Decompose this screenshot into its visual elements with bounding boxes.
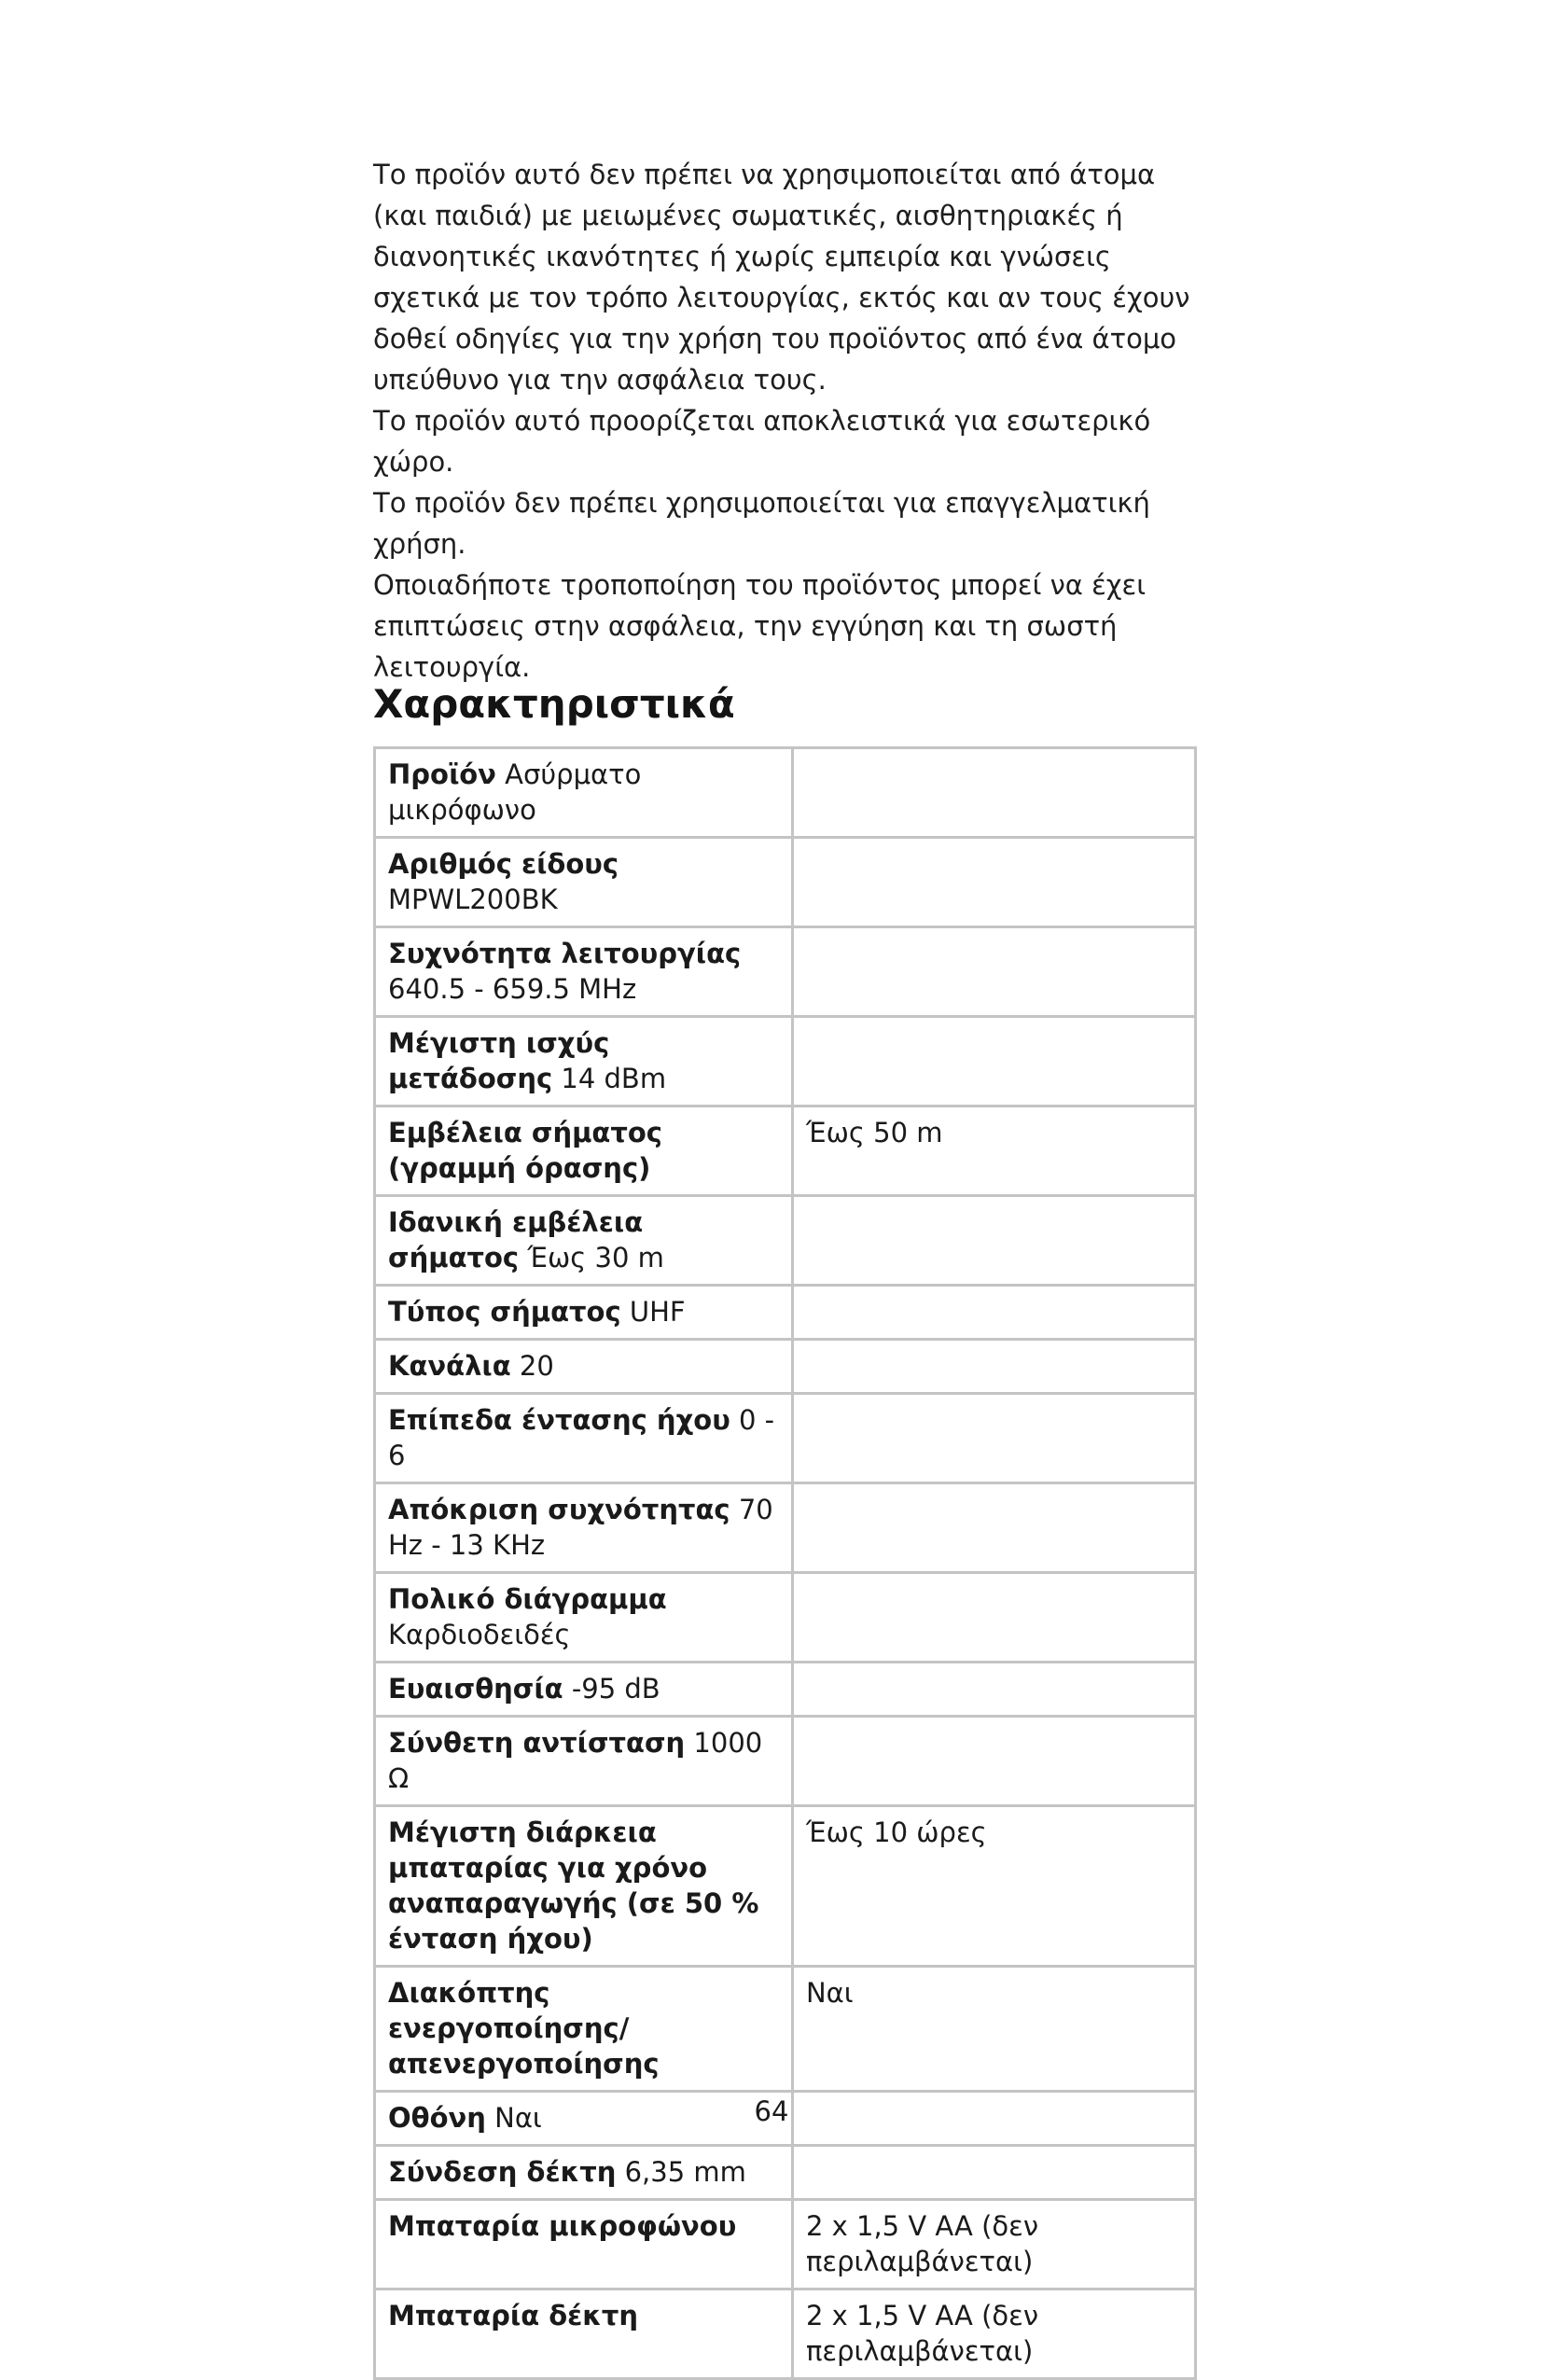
intro-text — [373, 154, 1213, 688]
spec-value: 0 - 6 — [388, 1404, 775, 1471]
empty-cell — [792, 1573, 1195, 1663]
empty-cell — [792, 838, 1195, 927]
spec-value: Έως 30 m — [527, 1242, 664, 1274]
table-row — [375, 1717, 1196, 1806]
table-row — [375, 2146, 1196, 2200]
spec-label-cell — [375, 2200, 793, 2290]
table-row — [375, 1106, 1196, 1196]
spec-label: Επίπεδα έντασης ήχου — [388, 1404, 730, 1436]
spec-label: Αριθμός είδους — [388, 848, 619, 880]
spec-label-cell — [375, 1806, 793, 1967]
empty-cell — [792, 1017, 1195, 1106]
table-row — [375, 1017, 1196, 1106]
spec-value-cell — [792, 1106, 1195, 1196]
spec-label: Μπαταρία δέκτη — [388, 2300, 639, 2331]
spec-value-cell — [792, 2200, 1195, 2290]
spec-value: Ναι — [494, 2102, 542, 2134]
spec-label: Εμβέλεια σήματος (γραμμή όρασης) — [388, 1117, 662, 1184]
table-row — [375, 1573, 1196, 1663]
spec-label: Μέγιστη διάρκεια μπαταρίας για χρόνο αναπαραγωγής (σε 50 % ένταση ήχου) — [388, 1816, 759, 1955]
spec-label: Συχνότητα λειτουργίας — [388, 938, 742, 969]
spec-cell — [375, 2146, 793, 2200]
spec-cell — [375, 1017, 793, 1106]
intro-paragraph-safety: Το προϊόν αυτό δεν πρέπει να χρησιμοποιείται από άτομα (και παιδιά) με μειωμένες σωματικές, αισθητηριακές ή διανοητικές ικανότητες ή χωρίς εμπειρία και γνώσεις σχετικά με τον τρόπο λειτουργίας, εκτός και αν τους έχουν δοθεί οδηγίες για την χρήση του προϊόντος από ένα άτομο υπεύθυνο για την ασφάλεια τους. — [373, 159, 1190, 396]
empty-cell — [792, 1394, 1195, 1483]
spec-value-cell — [792, 1806, 1195, 1967]
table-row — [375, 927, 1196, 1017]
spec-value: 1000 Ω — [388, 1727, 763, 1794]
spec-label: Πολικό διάγραμμα — [388, 1583, 667, 1615]
spec-label-cell — [375, 2290, 793, 2379]
table-row — [375, 1394, 1196, 1483]
spec-value: MPWL200BK — [388, 884, 558, 915]
spec-value: -95 dB — [571, 1673, 660, 1705]
spec-value: 14 dBm — [561, 1063, 667, 1094]
spec-label: Απόκριση συχνότητας — [388, 1494, 730, 1525]
table-row — [375, 748, 1196, 838]
spec-cell — [375, 1340, 793, 1394]
spec-value: UHF — [629, 1296, 686, 1328]
section-title: Χαρακτηριστικά — [373, 681, 735, 727]
empty-cell — [792, 748, 1195, 838]
intro-paragraph-modification: Οποιαδήποτε τροποποίηση του προϊόντος μπορεί να έχει επιπτώσεις στην ασφάλεια, την εγγύηση και τη σωστή λειτουργία. — [373, 569, 1147, 683]
spec-cell — [375, 1483, 793, 1573]
intro-paragraph-professional: Το προϊόν δεν πρέπει χρησιμοποιείται για επαγγελματική χρήση. — [373, 487, 1150, 560]
spec-cell — [375, 927, 793, 1017]
table-row — [375, 2200, 1196, 2290]
spec-value-cell — [792, 1967, 1195, 2092]
empty-cell — [792, 1663, 1195, 1717]
spec-label: Διακόπτης ενεργοποίησης/ απενεργοποίησης — [388, 1977, 660, 2080]
spec-value: Ναι — [805, 1977, 854, 2009]
specs-table — [373, 746, 1197, 2380]
spec-cell — [375, 748, 793, 838]
table-row — [375, 1483, 1196, 1573]
empty-cell — [792, 2146, 1195, 2200]
spec-label: Σύνδεση δέκτη — [388, 2156, 617, 2188]
spec-value: Έως 50 m — [805, 1117, 943, 1148]
table-row — [375, 1663, 1196, 1717]
spec-value: 70 Hz - 13 KHz — [388, 1494, 773, 1561]
table-row — [375, 838, 1196, 927]
spec-cell — [375, 1286, 793, 1340]
spec-label: Προϊόν — [388, 759, 496, 790]
table-row — [375, 1967, 1196, 2092]
spec-label-cell — [375, 1967, 793, 2092]
spec-label: Οθόνη — [388, 2102, 486, 2134]
spec-cell — [375, 1717, 793, 1806]
spec-cell — [375, 1663, 793, 1717]
spec-label-cell — [375, 1106, 793, 1196]
spec-label: Τύπος σήματος — [388, 1296, 621, 1328]
empty-cell — [792, 1717, 1195, 1806]
table-row — [375, 2290, 1196, 2379]
spec-value: 20 — [519, 1350, 554, 1382]
spec-cell — [375, 1196, 793, 1286]
spec-value: Καρδιοδειδές — [388, 1619, 571, 1650]
spec-cell — [375, 1394, 793, 1483]
spec-label: Μέγιστη ισχύς μετάδοσης — [388, 1027, 610, 1094]
spec-value: Έως 10 ώρες — [805, 1816, 987, 1848]
empty-cell — [792, 927, 1195, 1017]
spec-value: 640.5 - 659.5 MHz — [388, 973, 637, 1005]
table-row — [375, 1286, 1196, 1340]
spec-label: Ευαισθησία — [388, 1673, 563, 1705]
spec-label: Κανάλια — [388, 1350, 511, 1382]
spec-value: 2 x 1,5 V AA (δεν περιλαμβάνεται) — [805, 2210, 1039, 2277]
spec-value: 2 x 1,5 V AA (δεν περιλαμβάνεται) — [805, 2300, 1039, 2367]
spec-value: Ασύρματο μικρόφωνο — [388, 759, 642, 826]
intro-paragraph-indoor: Το προϊόν αυτό προορίζεται αποκλειστικά για εσωτερικό χώρο. — [373, 405, 1151, 478]
empty-cell — [792, 1286, 1195, 1340]
spec-label: Σύνθετη αντίσταση — [388, 1727, 686, 1759]
spec-cell — [375, 1573, 793, 1663]
page-number: 64 — [754, 2095, 789, 2127]
spec-cell — [375, 838, 793, 927]
spec-label: Ιδανική εμβέλεια σήματος — [388, 1206, 644, 1274]
spec-label: Μπαταρία μικροφώνου — [388, 2210, 737, 2242]
table-row — [375, 1196, 1196, 1286]
table-row — [375, 1340, 1196, 1394]
empty-cell — [792, 1340, 1195, 1394]
spec-value-cell — [792, 2290, 1195, 2379]
empty-cell — [792, 1196, 1195, 1286]
spec-value: 6,35 mm — [624, 2156, 746, 2188]
table-row — [375, 1806, 1196, 1967]
empty-cell — [792, 1483, 1195, 1573]
